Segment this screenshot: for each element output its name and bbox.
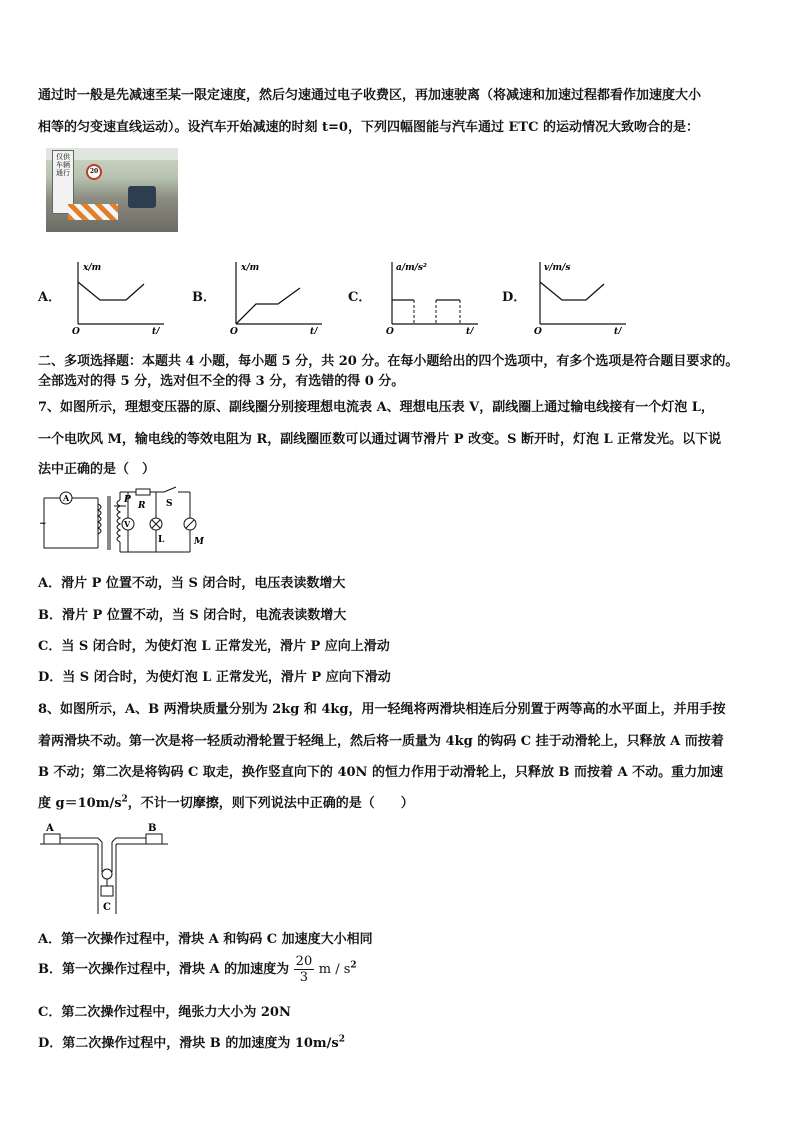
resistor-label: R: [138, 501, 146, 511]
fraction-numerator: 20: [295, 954, 313, 969]
q6-option-a-label: A．: [38, 290, 62, 305]
q6-graph-b: [226, 258, 326, 334]
q6-option-c-label: C．: [348, 290, 372, 305]
q8-option-d: [38, 1032, 345, 1051]
q6-graph-c: [382, 258, 482, 334]
voltmeter-label: V: [124, 519, 131, 529]
section2-heading-line-2: 全部选对的得 5 分，选对但不全的得 3 分，有选错的得 0 分。: [38, 374, 405, 389]
q6-graph-c-origin: O: [386, 327, 394, 334]
q8-line4-pre: 度 g＝10m/s: [38, 796, 122, 811]
q6-graph-a-ylabel: x/m: [83, 263, 102, 273]
barrier: [68, 204, 118, 220]
etc-photo: [46, 148, 178, 232]
car: [128, 186, 156, 208]
speed-limit-sign: 20: [86, 164, 102, 180]
q8-option-b-unit-sup: 2: [350, 960, 357, 971]
q6-graph-c-ylabel: a/m/s²: [396, 263, 427, 273]
q7-text-line-2: 一个电吹风 M，输电线的等效电阻为 R，副线圈匝数可以通过调节滑片 P 改变。S 断开时，灯泡 L 正常发光。以下说: [38, 432, 722, 447]
q6-graph-c-xlabel: t/: [466, 327, 474, 334]
q6-graph-b-xlabel: t/: [310, 327, 318, 334]
q6-graph-d-xlabel: t/: [614, 327, 622, 334]
q6-graph-a: [68, 258, 168, 334]
ammeter-label: A: [63, 493, 70, 503]
q8-option-b-fraction: [294, 954, 315, 985]
q6-text-line-1: 通过时一般是先减速至某一限定速度，然后匀速通过电子收费区，再加速驶离（将减速和加速过程都看作加速度大小: [38, 88, 702, 103]
q8-text-line-1: 8、如图所示，A、B 两滑块质量分别为 2kg 和 4kg，用一轻绳将两滑块相连后分别置于两等高的水平面上，并用手按: [38, 702, 726, 717]
q8-text-line-2: 着两滑块不动。第一次是将一轻质动滑轮置于轻绳上，然后将一质量为 4kg 的钩码 C 挂于动滑轮上，只释放 A 而按着: [38, 734, 724, 749]
q6-option-b-label: B．: [192, 290, 216, 305]
mass-c-label: C: [103, 902, 111, 913]
block-b-label: B: [148, 823, 157, 834]
q7-circuit-diagram: [36, 486, 206, 556]
q8-text-line-3: B 不动；第二次是将钩码 C 取走，换作竖直向下的 40N 的恒力作用于动滑轮上，只释放 B 而按着 A 不动。重力加速: [38, 765, 724, 780]
q6-graph-a-xlabel: t/: [152, 327, 160, 334]
q8-option-b-unit: m / s: [318, 962, 351, 977]
q7-text-line-1: 7、如图所示，理想变压器的原、副线圈分别接理想电流表 A、理想电压表 V，副线圈上通过输电线接有一个灯泡 L，: [38, 400, 714, 415]
q6-graph-a-origin: O: [72, 327, 80, 334]
q8-option-c: C．第二次操作过程中，绳张力大小为 20N: [38, 1005, 291, 1020]
q7-option-c: C．当 S 闭合时，为使灯泡 L 正常发光，滑片 P 应向上滑动: [38, 639, 390, 654]
section2-heading-line-1: 二、多项选择题：本题共 4 小题，每小题 5 分，共 20 分。在每小题给出的四个选项中，有多个选项是符合题目要求的。: [38, 354, 739, 369]
lamp-label: L: [158, 535, 165, 545]
q6-graph-b-origin: O: [230, 327, 238, 334]
q8-pulley-diagram: [38, 820, 178, 916]
q6-option-d-label: D．: [502, 290, 527, 305]
fraction-denominator: 3: [299, 970, 309, 985]
q7-text-line-3: 法中正确的是（ ）: [38, 462, 156, 477]
q8-option-b-text: B．第一次操作过程中，滑块 A 的加速度为: [38, 962, 290, 977]
etc-sign: 仅供车辆通行: [52, 150, 74, 214]
q8-option-d-sup: 2: [338, 1034, 346, 1045]
block-a-label: A: [46, 823, 54, 834]
q6-text-line-2: 相等的匀变速直线运动）。设汽车开始减速的时刻 t=0，下列四幅图能与汽车通过 ETC 的运动情况大致吻合的是：: [38, 120, 699, 135]
q7-option-a: A．滑片 P 位置不动，当 S 闭合时，电压表读数增大: [38, 576, 346, 591]
ac-source-label: ~: [39, 519, 47, 529]
q8-option-a: A．第一次操作过程中，滑块 A 和钩码 C 加速度大小相同: [38, 932, 373, 947]
q8-line4-post: ，不计一切摩擦，则下列说法中正确的是（ ）: [127, 796, 414, 811]
slider-label: P: [124, 495, 131, 505]
q6-graph-d-origin: O: [534, 327, 542, 334]
q8-text-line-4: [38, 792, 414, 811]
q8-option-d-text: D．第二次操作过程中，滑块 B 的加速度为 10m/s: [38, 1036, 339, 1051]
q7-option-d: D．当 S 闭合时，为使灯泡 L 正常发光，滑片 P 应向下滑动: [38, 670, 391, 685]
q6-graph-d: [530, 258, 630, 334]
q7-option-b: B．滑片 P 位置不动，当 S 闭合时，电流表读数增大: [38, 608, 347, 623]
switch-label: S: [166, 499, 173, 509]
q6-graph-b-ylabel: x/m: [241, 263, 260, 273]
motor-label: M: [194, 537, 204, 547]
q8-option-b: [38, 954, 357, 985]
q8-line4-sup: 2: [121, 794, 128, 805]
q6-graph-d-ylabel: v/m/s: [544, 263, 571, 273]
